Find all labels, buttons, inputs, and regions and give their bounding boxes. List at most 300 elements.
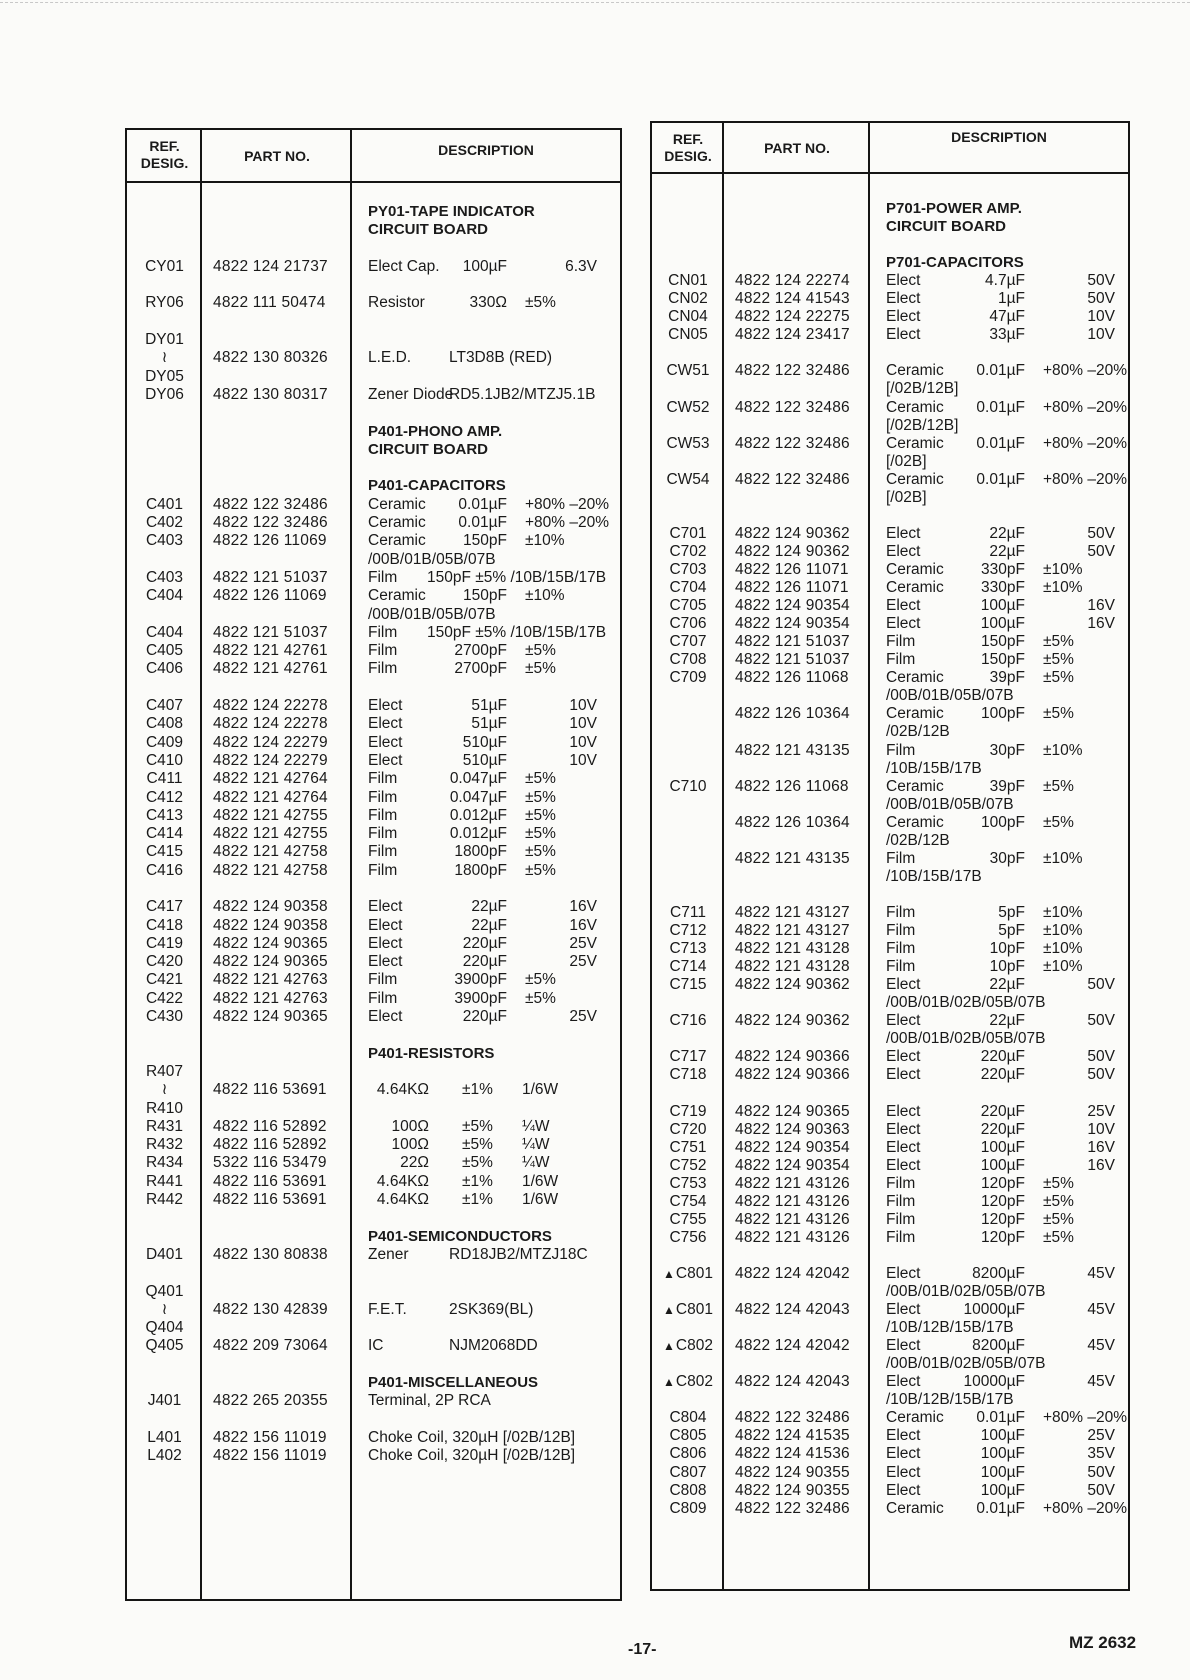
ref-desig-value: C802 — [675, 1373, 713, 1391]
rating: 16V — [569, 916, 597, 934]
parts-row — [652, 1265, 1128, 1301]
component-type: Film — [368, 660, 398, 678]
ref-desig-value: C751 — [669, 1138, 707, 1156]
rating: 25V — [569, 953, 597, 971]
tolerance: ±5% — [525, 642, 556, 660]
parts-row — [652, 525, 1128, 543]
description-line — [352, 1447, 620, 1465]
section-heading-text: CIRCUIT BOARD — [368, 221, 488, 239]
ref-desig — [127, 642, 202, 660]
parts-row — [652, 1066, 1128, 1084]
ref-desig-value: C753 — [669, 1174, 707, 1192]
tolerance: +80% –20% — [1043, 362, 1128, 380]
description — [870, 272, 1128, 290]
version-codes: /10B/12B/15B/17B — [886, 1391, 1014, 1409]
rating: 10V — [569, 733, 597, 751]
description — [352, 1337, 620, 1355]
parts-row — [652, 705, 1128, 741]
parts-row — [652, 290, 1128, 308]
parts-row — [127, 1063, 620, 1118]
ref-desig-text — [127, 386, 202, 404]
part-number: 4822 122 32486 — [735, 1499, 850, 1517]
range-symbol — [127, 349, 202, 367]
part-number: 4822 126 11071 — [735, 561, 849, 578]
description-line — [352, 843, 620, 861]
ref-desig-text — [652, 1464, 724, 1482]
rating: 50V — [1087, 976, 1115, 994]
ref-desig-text — [127, 715, 202, 733]
ref-desig — [652, 1139, 724, 1157]
tolerance: ±5% — [525, 861, 556, 879]
ref-desig — [127, 1191, 202, 1209]
description — [870, 1464, 1128, 1482]
table-body — [127, 181, 620, 1484]
description-line — [870, 525, 1128, 543]
parts-row — [127, 1392, 620, 1410]
part-number: 4822 126 10364 — [735, 705, 850, 723]
ref-desig — [127, 898, 202, 916]
part-number: 4822 121 43126 — [735, 1210, 850, 1228]
description-line — [352, 953, 620, 971]
tolerance: ±5% — [525, 294, 556, 312]
component-value: 39pF — [989, 777, 1025, 795]
ref-desig-value: CY01 — [145, 257, 184, 275]
description — [870, 543, 1128, 561]
part-number: 4822 124 90358 — [213, 916, 328, 934]
parts-row — [652, 850, 1128, 886]
description — [352, 971, 620, 989]
description-line — [352, 1136, 620, 1154]
rating: ¼W — [522, 1154, 550, 1172]
ref-desig-value: C804 — [669, 1409, 707, 1427]
ref-desig-value: R407 — [145, 1062, 184, 1080]
model-number: MZ 2632 — [1069, 1633, 1137, 1652]
rating: 45V — [1087, 1301, 1115, 1319]
part-number: 4822 124 22275 — [735, 308, 850, 326]
ref-desig-text — [127, 971, 202, 989]
ref-desig-text — [127, 1392, 202, 1410]
description — [352, 862, 620, 880]
parts-row — [652, 579, 1128, 597]
component-value: 120pF — [981, 1174, 1025, 1192]
part-number: 4822 124 41536 — [735, 1445, 850, 1463]
component-type: Film — [368, 788, 398, 806]
component-value: 220µF — [980, 1102, 1025, 1120]
part-number: 4822 130 42839 — [213, 1300, 328, 1318]
component-type: Elect — [886, 1120, 921, 1138]
rating: 50V — [1087, 1012, 1115, 1030]
component-type: Elect — [886, 326, 921, 344]
component-value: 22µF — [471, 898, 507, 916]
ref-desig — [127, 1246, 202, 1264]
description — [352, 1246, 620, 1264]
parts-row — [127, 715, 620, 733]
component-value: 5pF — [998, 903, 1025, 921]
description-line — [870, 850, 1128, 868]
tolerance: ±10% — [1043, 561, 1083, 578]
description-line — [870, 1337, 1128, 1355]
description — [870, 579, 1128, 597]
description-line — [870, 1301, 1128, 1319]
rating: 10V — [569, 715, 597, 733]
description — [870, 525, 1128, 543]
ref-desig-text — [652, 1409, 724, 1427]
part-number: 4822 121 43126 — [735, 1192, 850, 1210]
section-block — [652, 904, 1128, 1085]
description-line — [870, 615, 1128, 633]
component-value: 8200µF — [972, 1264, 1025, 1282]
parts-row — [127, 789, 620, 807]
description-line — [870, 1482, 1128, 1500]
ref-desig — [652, 1500, 724, 1518]
ref-desig-text — [652, 1193, 724, 1211]
ref-desig-text — [652, 308, 724, 326]
version-line — [870, 1391, 1128, 1409]
part-number: 4822 209 73064 — [213, 1337, 328, 1355]
section-heading — [127, 1228, 620, 1246]
description — [352, 807, 620, 825]
component-type: Film — [368, 825, 398, 843]
page-number: -17- — [628, 1641, 657, 1658]
description-line — [352, 1429, 620, 1447]
component-value: 22µF — [989, 976, 1025, 994]
description-line — [870, 272, 1128, 290]
part-number: 4822 124 42043 — [735, 1373, 850, 1391]
header-ref-desig — [652, 131, 724, 165]
rating: 6.3V — [565, 257, 597, 275]
part-number: 4822 126 11071 — [735, 579, 849, 597]
ref-desig-text — [127, 514, 202, 532]
ref-desig — [652, 1482, 724, 1500]
ref-desig-value: C407 — [145, 697, 184, 715]
description-line — [870, 1373, 1128, 1391]
component-type: Ceramic — [886, 777, 944, 795]
ref-desig — [652, 940, 724, 958]
section-block — [127, 258, 620, 276]
version-codes: /00B/01B/02B/05B/07B — [886, 1030, 1046, 1048]
tolerance: ±1% — [462, 1081, 493, 1099]
component-value: 30pF — [989, 741, 1025, 759]
component-type: Elect — [886, 524, 921, 542]
parts-row — [127, 862, 620, 880]
version-codes: /00B/01B/02B/05B/07B — [886, 1355, 1046, 1373]
component-type: Film — [368, 806, 398, 824]
part-number: 4822 156 11019 — [213, 1428, 327, 1446]
part-number: 4822 124 41543 — [735, 290, 850, 308]
parts-row — [127, 1118, 620, 1136]
component-type: Film — [368, 989, 398, 1007]
component-value: 0.01µF — [458, 514, 507, 532]
description-line — [870, 1066, 1128, 1084]
ref-desig-text — [652, 579, 724, 597]
component-value: 0.01µF — [976, 470, 1025, 488]
safety-warning-icon: ▲ — [663, 1303, 675, 1318]
parts-row — [127, 624, 620, 642]
description — [870, 399, 1128, 435]
description — [870, 597, 1128, 615]
component-value: 330Ω — [469, 294, 507, 312]
component-type: Elect — [368, 953, 403, 971]
part-number: 4822 121 43128 — [735, 940, 850, 958]
component-type: Elect — [368, 934, 403, 952]
component-type: Ceramic — [368, 587, 426, 605]
description-line — [352, 715, 620, 733]
ref-desig — [127, 1154, 202, 1172]
ref-desig-value: C701 — [669, 524, 707, 542]
parts-row — [652, 633, 1128, 651]
parts-row — [652, 435, 1128, 471]
parts-row — [652, 1139, 1128, 1157]
part-number: 4822 124 90362 — [735, 542, 850, 560]
description — [352, 697, 620, 715]
ref-desig-value: CW51 — [666, 362, 710, 380]
part-number: 4822 156 11019 — [213, 1447, 327, 1465]
ref-desig-text — [652, 1427, 724, 1445]
description — [870, 1012, 1128, 1048]
tolerance: ±5% — [1043, 777, 1074, 795]
tolerance: +80% –20% — [525, 495, 610, 513]
description — [352, 1008, 620, 1026]
description — [870, 471, 1128, 507]
component-type: Ceramic — [886, 362, 944, 380]
component-value: 0.01µF — [976, 1499, 1025, 1517]
tolerance: ±5% — [1043, 1210, 1074, 1228]
ref-desig — [127, 789, 202, 807]
tolerance: ±10% — [1043, 903, 1083, 921]
parts-row — [652, 326, 1128, 344]
version-line — [870, 1283, 1128, 1301]
ref-desig-value: C809 — [669, 1499, 707, 1517]
part-number: 4822 121 42764 — [213, 770, 328, 788]
description-line — [870, 1103, 1128, 1121]
part-number: 4822 124 90362 — [735, 524, 850, 542]
component-value: 100pF — [981, 813, 1025, 831]
description — [870, 669, 1128, 705]
part-number: 4822 116 53691 — [213, 1191, 327, 1209]
description-line — [870, 1139, 1128, 1157]
description — [870, 1409, 1128, 1427]
description-line — [870, 633, 1128, 651]
ref-desig — [127, 1118, 202, 1136]
ref-desig — [652, 922, 724, 940]
description — [870, 633, 1128, 651]
component-value: 510µF — [462, 733, 507, 751]
scan-edge-line — [0, 2, 1190, 3]
component-value: 100µF — [980, 1445, 1025, 1463]
description-text: Choke Coil, 320µH [/02B/12B] — [368, 1428, 576, 1446]
part-number: 4822 124 90354 — [735, 615, 850, 633]
description-line — [870, 1012, 1128, 1030]
part-number: 4822 122 32486 — [735, 1409, 850, 1427]
part-number: 4822 121 51037 — [735, 633, 850, 651]
tolerance: ±1% — [462, 1191, 493, 1209]
component-type: Ceramic — [886, 1409, 944, 1427]
component-type: Ceramic — [368, 495, 426, 513]
ref-desig — [652, 958, 724, 976]
ref-desig-value: C755 — [669, 1210, 707, 1228]
section-block — [652, 200, 1128, 236]
description — [352, 1173, 620, 1191]
part-number: 4822 122 32486 — [213, 495, 328, 513]
ref-desig-text — [127, 825, 202, 843]
parts-row — [652, 1103, 1128, 1121]
ref-desig-text — [652, 1012, 724, 1030]
ref-desig-text — [127, 1100, 202, 1118]
parts-row — [652, 1464, 1128, 1482]
parts-row — [652, 399, 1128, 435]
ref-desig-value: C405 — [145, 642, 184, 660]
parts-row — [127, 953, 620, 971]
description — [352, 587, 620, 624]
description-line — [870, 814, 1128, 832]
tolerance: ±10% — [1043, 741, 1083, 759]
component-type: Elect — [886, 272, 921, 290]
component-value: 100µF — [980, 1481, 1025, 1499]
description — [352, 752, 620, 770]
ref-desig — [652, 1012, 724, 1030]
description — [870, 904, 1128, 922]
description-line — [870, 543, 1128, 561]
safety-warning-icon: ▲ — [663, 1266, 675, 1281]
part-number: 4822 122 32486 — [735, 434, 850, 452]
component-value: 0.012µF — [449, 806, 507, 824]
ref-desig-text — [652, 633, 724, 651]
ref-desig-value: Q405 — [145, 1337, 184, 1355]
ref-desig — [652, 1464, 724, 1482]
component-value: 22µF — [989, 524, 1025, 542]
ref-desig — [127, 1392, 202, 1410]
component-type: Elect — [368, 697, 403, 715]
part-number: 4822 124 90354 — [735, 1156, 850, 1174]
ref-desig-text — [127, 697, 202, 715]
part-number: 4822 124 90365 — [213, 934, 328, 952]
description-line — [352, 971, 620, 989]
description-line — [870, 1157, 1128, 1175]
description-line — [352, 1081, 620, 1099]
section-block — [127, 423, 620, 460]
part-number: 4822 121 42763 — [213, 989, 328, 1007]
component-type: Film — [886, 958, 916, 976]
component-value: 100µF — [462, 257, 507, 275]
parts-row — [127, 642, 620, 660]
component-type: Elect Cap. — [368, 257, 440, 275]
description-line — [352, 1337, 620, 1355]
ref-desig — [127, 386, 202, 404]
description-line — [352, 496, 620, 514]
ref-desig-value: C715 — [669, 976, 707, 994]
ref-desig — [127, 862, 202, 880]
description-line — [352, 294, 620, 312]
parts-row — [652, 471, 1128, 507]
part-number: 4822 121 42761 — [213, 660, 328, 678]
section-block — [652, 525, 1128, 886]
description — [352, 642, 620, 660]
description-line — [870, 1121, 1128, 1139]
version-line — [870, 453, 1128, 471]
ref-desig — [127, 1173, 202, 1191]
component-value: 220µF — [462, 1008, 507, 1026]
component-type: Ceramic — [886, 813, 944, 831]
section-heading-text: P701-CAPACITORS — [886, 254, 1024, 272]
parts-row — [127, 496, 620, 514]
component-value: 10pF — [989, 940, 1025, 958]
ref-desig-value: C703 — [669, 561, 707, 578]
description — [870, 290, 1128, 308]
ref-desig-value: C720 — [669, 1120, 707, 1138]
description-line — [870, 399, 1128, 417]
ref-desig-value: C416 — [145, 861, 184, 879]
component-type: Elect — [886, 1301, 921, 1319]
component-value: 8200µF — [972, 1337, 1025, 1355]
component-value: 0.01µF — [976, 434, 1025, 452]
description — [352, 386, 620, 404]
spec-text: 150pF ±5% /10B/15B/17B — [427, 568, 607, 586]
description — [870, 958, 1128, 976]
description — [352, 349, 620, 367]
description — [870, 1229, 1128, 1247]
part-number: 4822 121 42764 — [213, 788, 328, 806]
part-number: 4822 116 53691 — [213, 1172, 327, 1190]
component-value: 0.01µF — [976, 398, 1025, 416]
ref-desig-value: C415 — [145, 843, 184, 861]
ref-desig — [127, 971, 202, 989]
description — [870, 1301, 1128, 1337]
ref-desig — [127, 1063, 202, 1118]
description — [870, 778, 1128, 814]
description-line — [352, 1301, 620, 1319]
part-number: 4822 121 42758 — [213, 861, 328, 879]
ref-desig-value: ≀ — [161, 1300, 168, 1318]
description — [352, 569, 620, 587]
part-number: 4822 124 90354 — [735, 597, 850, 615]
version-line — [870, 1355, 1128, 1373]
description — [870, 922, 1128, 940]
component-value: 100µF — [980, 1156, 1025, 1174]
part-number: 4822 121 42761 — [213, 642, 328, 660]
section-block — [652, 1103, 1128, 1247]
ref-desig — [127, 514, 202, 532]
ref-desig — [652, 326, 724, 344]
component-type: Elect — [886, 976, 921, 994]
ref-desig-value: C410 — [145, 751, 184, 769]
component-type: Elect — [886, 1012, 921, 1030]
rating: 50V — [1087, 524, 1115, 542]
ref-desig-text — [652, 1373, 724, 1391]
ref-desig — [127, 1429, 202, 1447]
description-line — [870, 290, 1128, 308]
ref-desig — [652, 1409, 724, 1427]
table-header — [127, 130, 620, 183]
part-number: 4822 130 80317 — [213, 385, 328, 403]
part-number: 4822 124 42042 — [735, 1337, 850, 1355]
part-number: 4822 124 90362 — [735, 1012, 850, 1030]
description — [870, 651, 1128, 669]
ref-desig-value: C404 — [145, 623, 184, 641]
description-line — [870, 1175, 1128, 1193]
description-line — [870, 1048, 1128, 1066]
ref-desig-value: R441 — [145, 1172, 184, 1190]
range-symbol — [127, 1301, 202, 1319]
ref-desig-text — [127, 843, 202, 861]
tolerance: ±5% — [1043, 633, 1074, 651]
component-type: Ceramic — [886, 470, 944, 488]
description — [870, 1103, 1128, 1121]
description — [870, 615, 1128, 633]
parts-row — [652, 1193, 1128, 1211]
rating: 50V — [1087, 1463, 1115, 1481]
description-line — [352, 514, 620, 532]
part-number: 4822 111 50474 — [213, 294, 326, 312]
